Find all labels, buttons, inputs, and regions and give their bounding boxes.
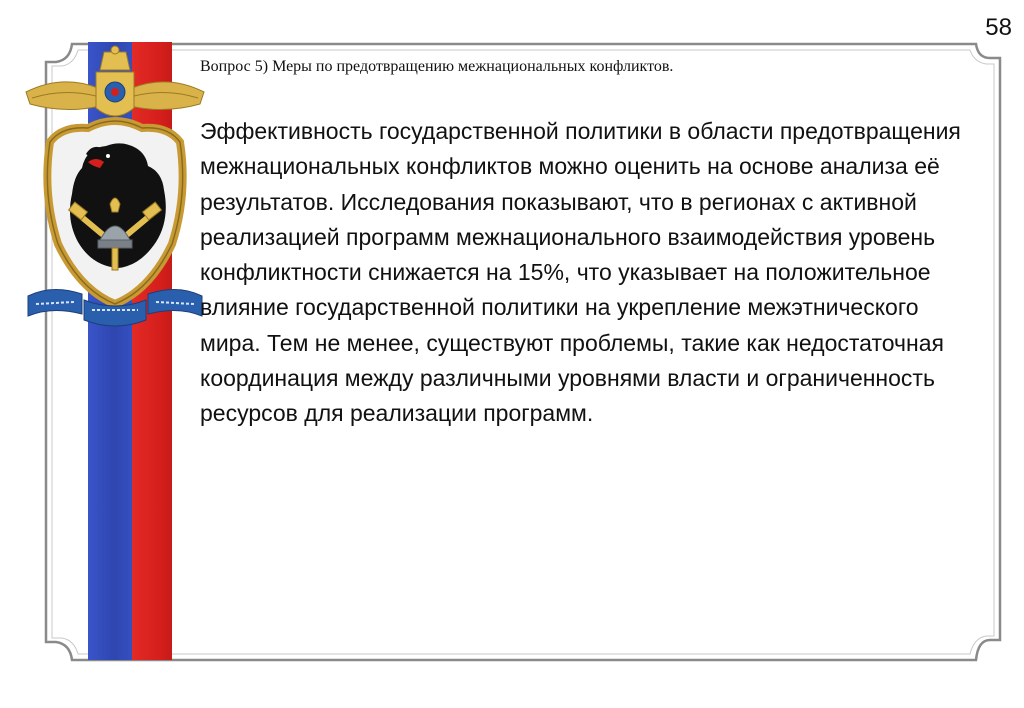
question-title: Вопрос 5) Меры по предотвращению межнациональных конфликтов. (200, 58, 674, 75)
coat-of-arms-icon (22, 44, 208, 334)
page-number: 58 (985, 14, 1012, 41)
body-paragraph: Эффективность государственной политики в области предотвращения межнациональных конфликтов можно оценить на основе анализа её результатов. Исследования показывают, что в регионах с активной реализацией программ межнационального взаимодействия уровень конфликтности снижается на 15%, что указывает на положительное влияние государственной политики на укрепление межэтнического мира. Тем не менее, существуют проблемы, такие как недостаточная координация между различными уровнями власти и ограниченность ресурсов для реализации программ. (200, 118, 961, 427)
